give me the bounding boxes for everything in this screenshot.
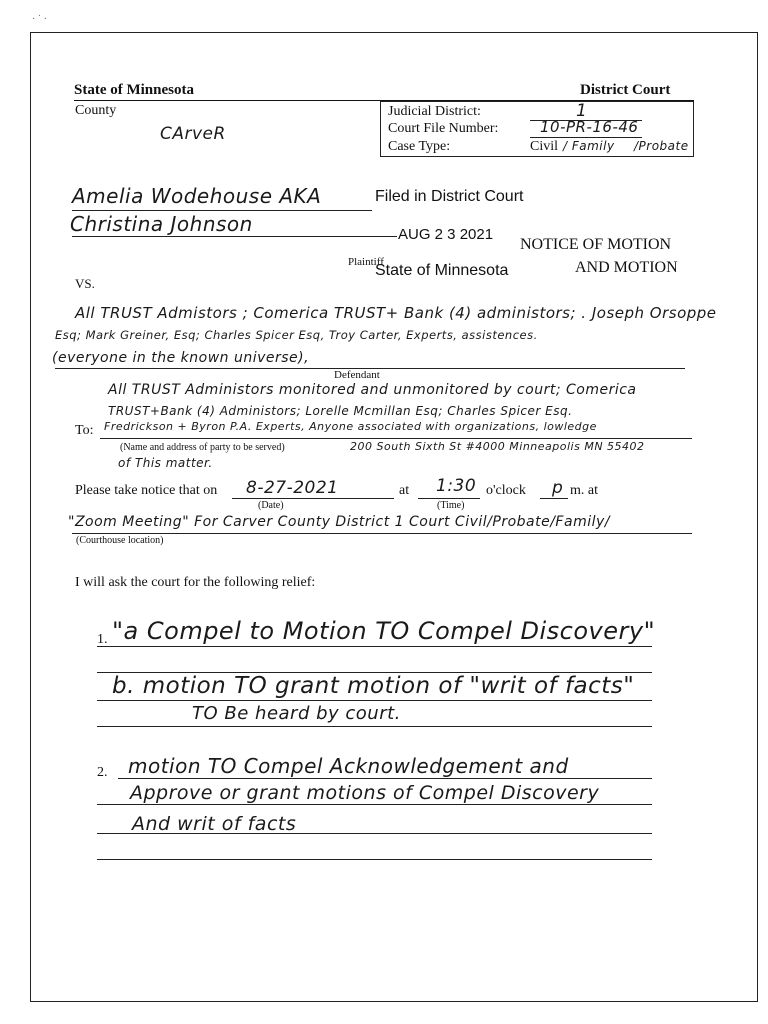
- plaintiff-rule-2: [72, 236, 397, 237]
- state-heading: State of Minnesota: [74, 82, 194, 98]
- relief-rule-3: [97, 700, 652, 701]
- notice-date-rule: [232, 498, 394, 499]
- notice-oclock: o'clock: [486, 483, 526, 498]
- filed-stamp-date: AUG 2 3 2021: [398, 226, 494, 243]
- judicial-district-value: 1: [576, 101, 588, 121]
- case-type-civil: Civil: [530, 139, 559, 154]
- defendant-line1: All TRUST Admistors ; Comerica TRUST+ Bank (4) administors; . Joseph Orsoppe: [75, 304, 717, 322]
- notice-at: at: [399, 483, 410, 498]
- defendant-label: Defendant: [334, 369, 380, 381]
- notice-time-caption: (Time): [437, 500, 465, 511]
- defendant-line3: (everyone in the known universe),: [52, 350, 310, 366]
- plaintiff-label: Plaintiff: [348, 256, 384, 268]
- notice-location-value: "Zoom Meeting" For Carver County District 1 Court Civil/Probate/Family/: [68, 514, 610, 530]
- notice-date-caption: (Date): [258, 500, 284, 511]
- to-caption: (Name and address of party to be served): [120, 442, 285, 453]
- notice-suffix: m. at: [570, 483, 598, 498]
- court-heading: District Court: [580, 82, 671, 98]
- notice-prefix: Please take notice that on: [75, 483, 218, 498]
- title-line1: NOTICE OF MOTION: [520, 236, 672, 253]
- plaintiff-name-line1: Amelia Wodehouse AKA: [72, 184, 322, 208]
- judicial-district-label: Judicial District:: [388, 104, 481, 119]
- to-label: To:: [75, 423, 94, 438]
- court-file-rule: [530, 137, 642, 138]
- relief-item1-number: 1.: [97, 632, 108, 647]
- relief-rule-1: [97, 646, 652, 647]
- court-file-value: 10-PR-16-46: [540, 118, 639, 136]
- plaintiff-rule-1: [72, 210, 372, 211]
- county-label: County: [75, 103, 117, 118]
- case-type-probate: /Probate: [634, 139, 689, 153]
- filed-stamp-state: State of Minnesota: [375, 262, 509, 279]
- county-value: CArveR: [160, 124, 226, 144]
- title-line2: AND MOTION: [575, 259, 678, 276]
- relief-rule-7: [97, 833, 652, 834]
- case-type-family: / Family: [563, 139, 615, 153]
- notice-time-rule: [418, 498, 480, 499]
- filed-stamp-text: Filed in District Court: [375, 188, 524, 205]
- to-line1: All TRUST Administors monitored and unmonitored by court; Comerica: [108, 382, 637, 398]
- relief-item1b-line1: b. motion TO grant motion of "writ of facts": [112, 673, 635, 699]
- notice-location-caption: (Courthouse location): [76, 535, 164, 546]
- relief-item1a: "a Compel to Motion TO Compel Discovery": [112, 617, 656, 645]
- relief-item2-line1: motion TO Compel Acknowledgement and: [128, 754, 569, 778]
- relief-rule-8: [97, 859, 652, 860]
- relief-rule-6: [97, 804, 652, 805]
- relief-item2-number: 2.: [97, 765, 108, 780]
- relief-rule-5: [118, 778, 652, 779]
- to-address: 200 South Sixth St #4000 Minneapolis MN 55402: [350, 440, 645, 453]
- corner-marks: · ˙ ·: [32, 14, 47, 25]
- court-file-label: Court File Number:: [388, 121, 499, 136]
- relief-item1b-line2: TO Be heard by court.: [192, 703, 401, 724]
- relief-intro: I will ask the court for the following relief:: [75, 575, 316, 590]
- vs-label: VS.: [75, 276, 95, 291]
- notice-ampm-value: p: [552, 478, 564, 498]
- notice-date-value: 8-27-2021: [246, 478, 339, 498]
- notice-location-rule: [72, 533, 692, 534]
- plaintiff-name-line2: Christina Johnson: [70, 212, 253, 236]
- to-line2: TRUST+Bank (4) Administors; Lorelle Mcmillan Esq; Charles Spicer Esq.: [108, 404, 573, 418]
- relief-rule-4: [97, 726, 652, 727]
- case-type-label: Case Type:: [388, 139, 451, 154]
- relief-item2-line2: Approve or grant motions of Compel Discovery: [130, 782, 600, 804]
- defendant-line2: Esq; Mark Greiner, Esq; Charles Spicer Esq, Troy Carter, Experts, assistences.: [55, 328, 538, 342]
- notice-time-value: 1:30: [436, 476, 477, 496]
- notice-ampm-rule: [540, 498, 568, 499]
- to-line4: of This matter.: [118, 456, 213, 470]
- to-rule: [100, 438, 692, 439]
- relief-item2-line3: And writ of facts: [132, 813, 297, 835]
- to-line3: Fredrickson + Byron P.A. Experts, Anyone associated with organizations, lowledge: [104, 420, 597, 433]
